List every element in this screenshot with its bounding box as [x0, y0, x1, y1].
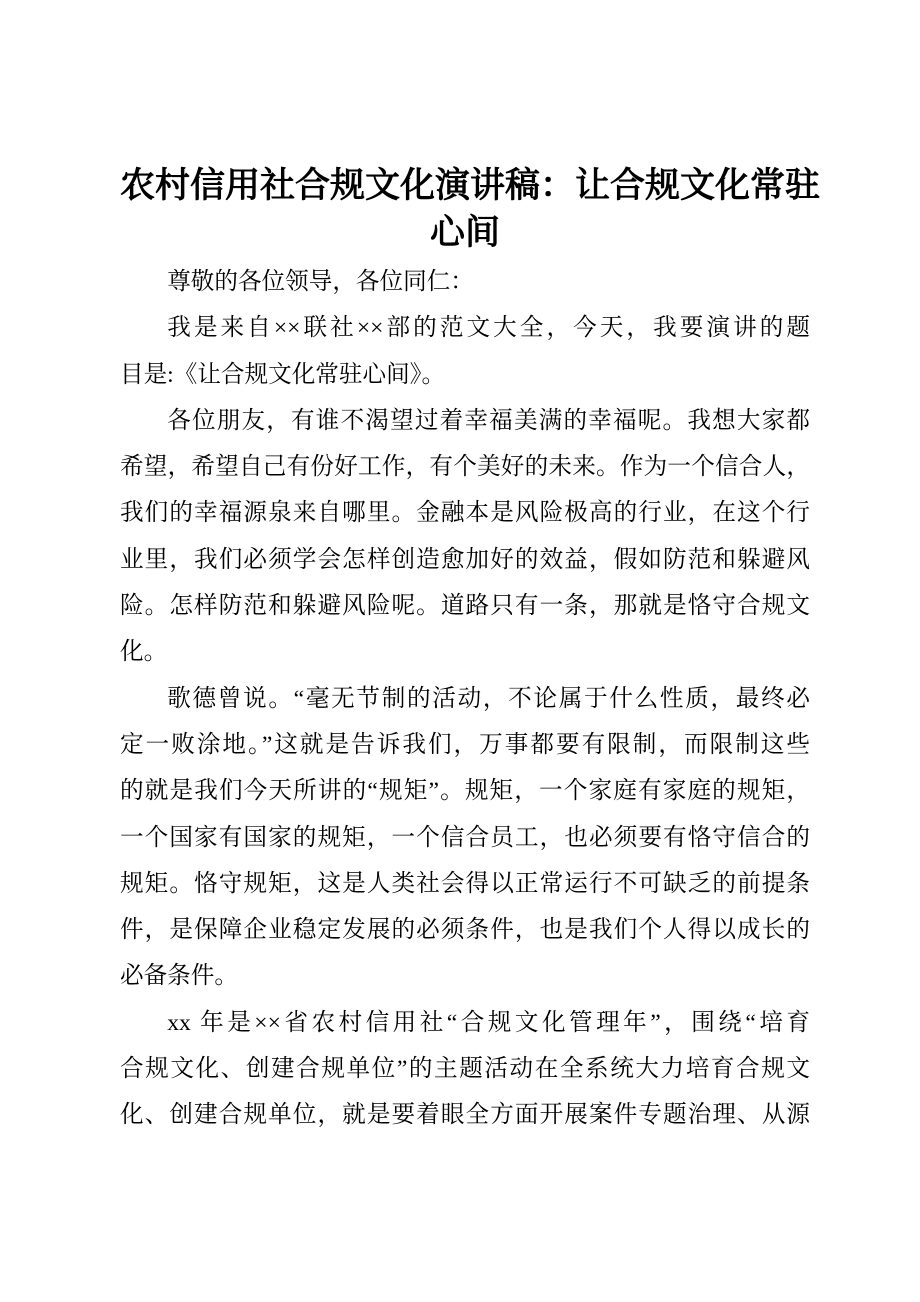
paragraph [120, 259, 810, 305]
text-line: 化、创建合规单位，就是要着眼全方面开展案件专题治理、从源 [120, 1102, 810, 1129]
text-line: 险。怎样防范和躲避风险呢。道路只有一条，那就是恪守合规文 [120, 593, 810, 620]
document-body [120, 259, 810, 1139]
paragraph [120, 305, 810, 398]
document-title-line-2: 心间 [429, 213, 500, 252]
text-line: 合规文化、创建合规单位”的主题活动在全系统大力培育合规文 [120, 1056, 810, 1083]
paragraph [120, 398, 810, 676]
paragraph [120, 1000, 810, 1139]
text-line: 定一败涂地。”这就是告诉我们，万事都要有限制，而限制这些 [120, 731, 810, 758]
text-line: 的就是我们今天所讲的“规矩”。规矩，一个家庭有家庭的规矩， [120, 778, 810, 805]
text-line: 希望，希望自己有份好工作，有个美好的未来。作为一个信合人， [120, 454, 810, 481]
text-line: 规矩。恪守规矩，这是人类社会得以正常运行不可缺乏的前提条 [120, 870, 810, 897]
text-line: 业里，我们必须学会怎样创造愈加好的效益，假如防范和躲避风 [120, 546, 810, 573]
text-line: 目是:《让合规文化常驻心间》。 [120, 361, 446, 388]
text-line: 我是来自××联社××部的范文大全，今天，我要演讲的题 [167, 315, 810, 342]
document-title-line-1: 农村信用社合规文化演讲稿：让合规文化常驻 [120, 166, 821, 205]
text-line: 各位朋友，有谁不渴望过着幸福美满的幸福呢。我想大家都 [167, 407, 810, 434]
text-line: xx 年是××省农村信用社“合规文化管理年”，围绕“培育 [167, 1009, 810, 1036]
text-line: 歌德曾说。“毫无节制的活动，不论属于什么性质，最终必 [167, 685, 810, 712]
text-line: 件，是保障企业稳定发展的必须条件，也是我们个人得以成长的 [120, 917, 810, 944]
text-line: 尊敬的各位领导，各位同仁： [167, 269, 474, 295]
text-line: 化。 [120, 639, 168, 666]
text-line: 我们的幸福源泉来自哪里。金融本是风险极高的行业，在这个行 [120, 500, 810, 527]
paragraph [120, 676, 810, 1000]
document-title [120, 162, 821, 256]
text-line: 必备条件。 [120, 963, 238, 990]
text-line: 一个国家有国家的规矩，一个信合员工，也必须要有恪守信合的 [120, 824, 810, 851]
